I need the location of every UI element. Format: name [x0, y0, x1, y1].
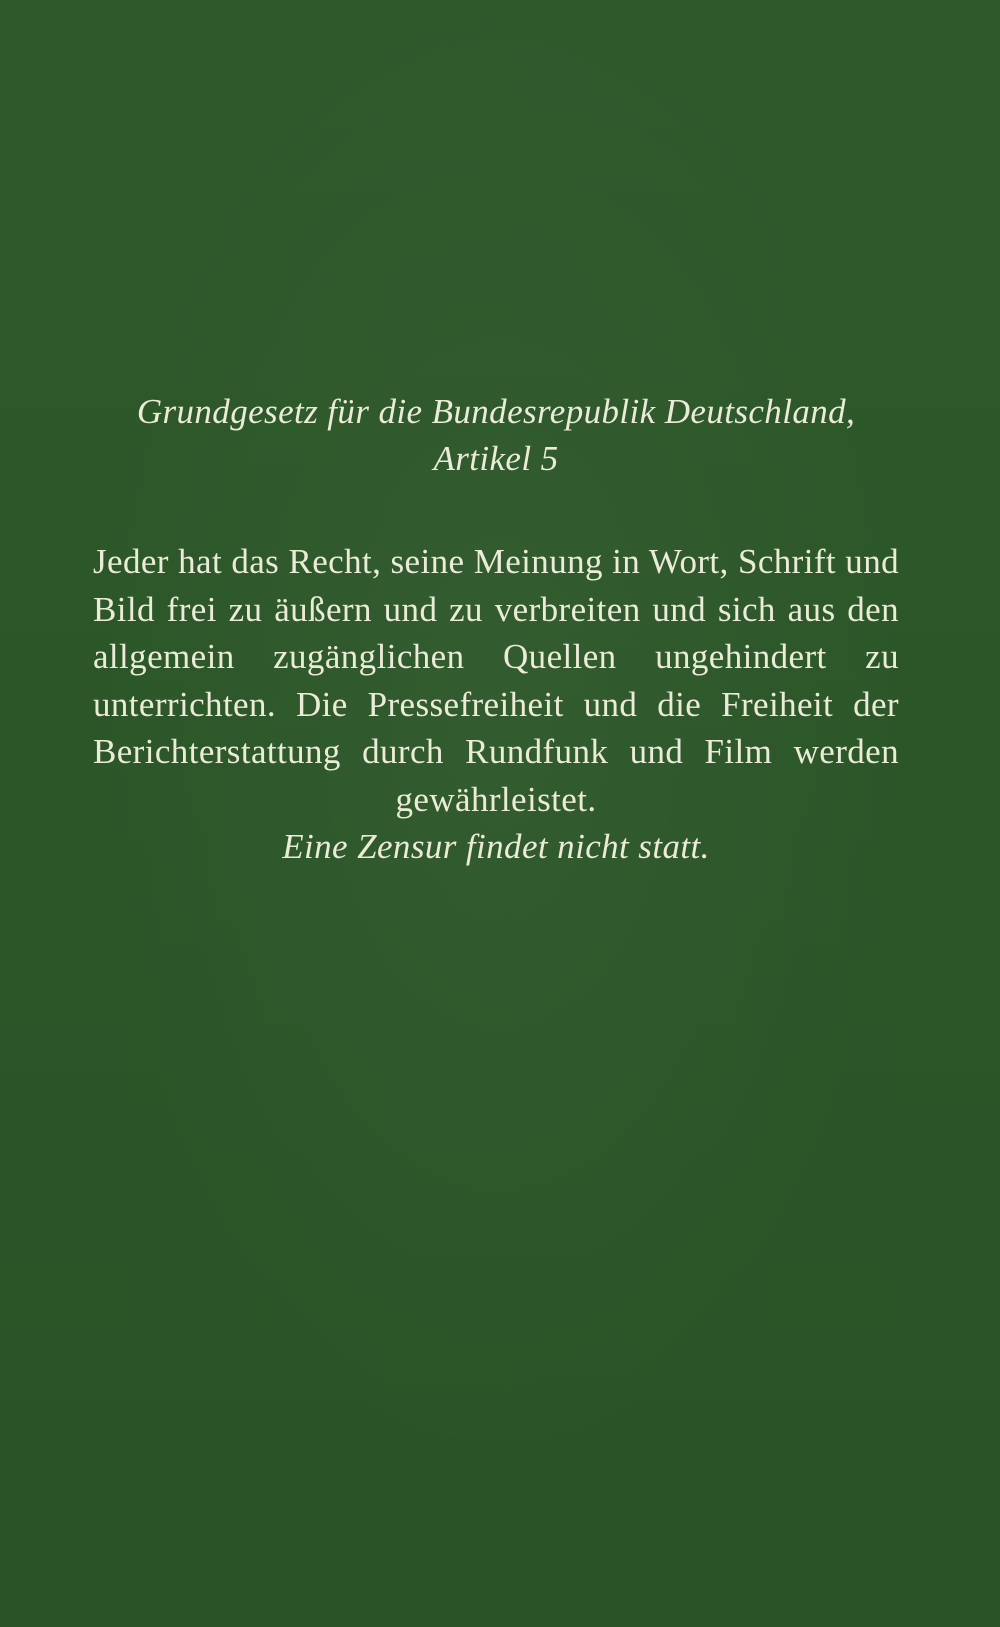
heading-article: Artikel 5: [433, 439, 559, 478]
quote-block: [93, 388, 899, 870]
quote-heading: [93, 388, 899, 482]
closing-sentence: Eine Zensur findet nicht statt.: [282, 827, 710, 866]
article-text: Jeder hat das Recht, seine Meinung in Wort, Schrift und Bild frei zu äußern und zu verbreiten und sich aus den allgemein zugänglichen Quellen ungehindert zu unterrichten. Die Pressefreiheit und die Freiheit der Berichterstattung durch Rundfunk und Film werden gewährleistet.: [93, 542, 899, 819]
heading-title: Grundgesetz für die Bundesrepublik Deutschland,: [136, 392, 856, 431]
